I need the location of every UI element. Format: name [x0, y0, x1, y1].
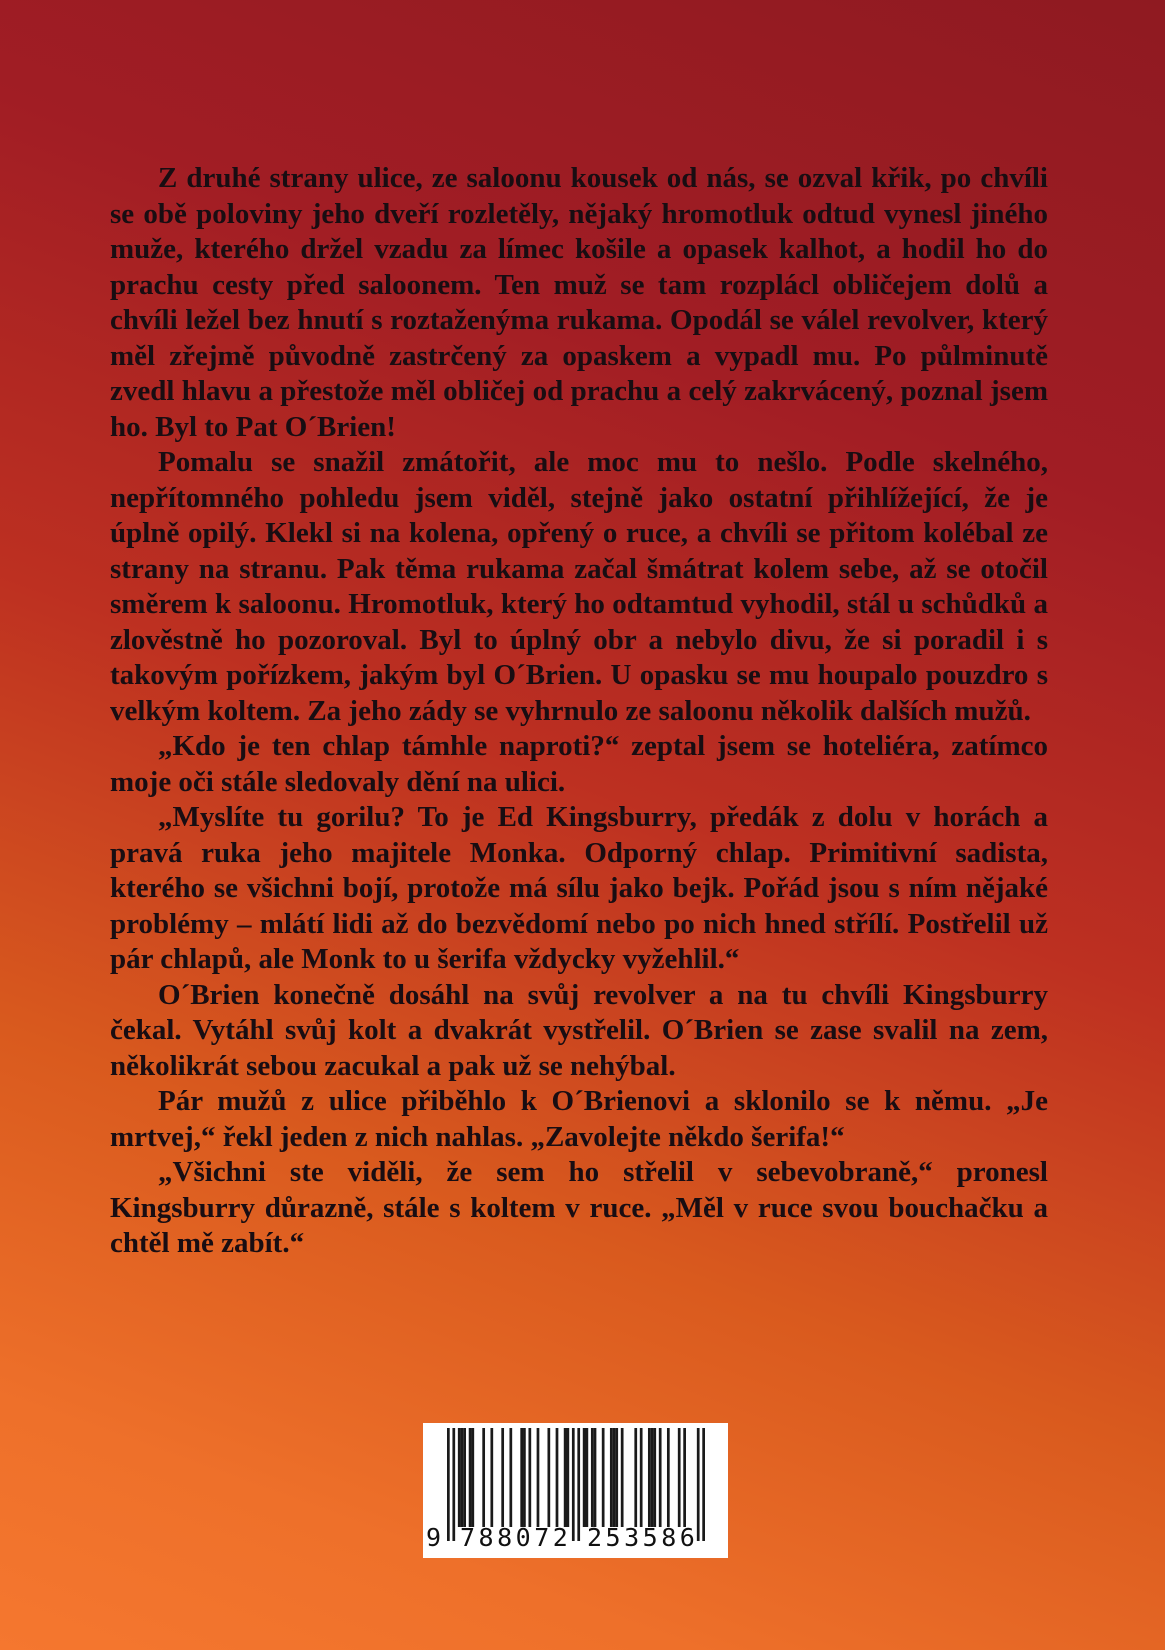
barcode — [423, 1423, 728, 1558]
body-paragraph: „Všichni ste viděli, že sem ho střelil v sebevobraně,“ pronesl Kingsburry důrazně, stále s koltem v ruce. „Měl v ruce svou bouchačku a chtěl mě zabít.“ — [110, 1156, 1048, 1259]
body-paragraph: Pomalu se snažil zmátořit, ale moc mu to nešlo. Podle skelného, nepřítomného pohledu jsem viděl, stejně jako ostatní přihlížející, že je úplně opilý. Klekl si na kolena, opřený o ruce, a chvíli se přitom kolébal ze strany na stranu. Pak těma rukama začal šmátrat kolem sebe, až se otočil směrem k saloonu. Hromotluk, který ho odtamtud vyhodil, stál u schůdků a zlověstně ho pozoroval. Byl to úplný obr a nebylo divu, že si poradil i s takovým pořízkem, jakým byl O´Brien. U opasku se mu houpalo pouzdro s velkým koltem. Za jeho zády se vyhrnulo ze saloonu několik dalších mužů. — [110, 446, 1048, 727]
body-paragraph: „Kdo je ten chlap támhle naproti?“ zeptal jsem se hoteliéra, zatímco moje oči stále sledovaly dění na ulici. — [110, 730, 1048, 798]
body-paragraph: Z druhé strany ulice, ze saloonu kousek od nás, se ozval křik, po chvíli se obě poloviny jeho dveří rozletěly, nějaký hromotluk odtud vynesl jiného muže, kterého držel vzadu za límec košile a opasek kalhot, a hodil ho do prachu cesty před saloonem. Ten muž se tam rozplácl obličejem dolů a chvíli ležel bez hnutí s roztaženýma rukama. Opodál se válel revolver, který měl zřejmě původně zastrčený za opaskem a vypadl mu. Po půlminutě zvedl hlavu a přestože měl obličej od prachu a celý zakrvácený, poznal jsem ho. Byl to Pat O´Brien! — [110, 162, 1048, 443]
barcode-digit-first: 9 — [426, 1523, 442, 1552]
body-paragraph: O´Brien konečně dosáhl na svůj revolver a na tu chvíli Kingsburry čekal. Vytáhl svůj kolt a dvakrát vystřelil. O´Brien se zase svalil na zem, několikrát sebou zacukal a pak už se nehýbal. — [110, 978, 1048, 1082]
barcode-digits-right: 253586 — [587, 1523, 699, 1552]
synopsis-text — [110, 161, 1048, 1262]
body-paragraph: „Myslíte tu gorilu? To je Ed Kingsburry, předák z dolu v horách a pravá ruka jeho majitele Monka. Odporný chlap. Primitivní sadista, kterého se všichni bojí, protože má sílu jako bejk. Pořád jsou s ním nějaké problémy – mlátí lidi až do bezvědomí nebo po nich hned střílí. Postřelil už pár chlapů, ale Monk to u šerifa vždycky vyžehlil.“ — [110, 801, 1048, 975]
barcode-digits-left: 788072 — [460, 1523, 572, 1552]
body-paragraph: Pár mužů z ulice přiběhlo k O´Brienovi a sklonilo se k němu. „Je mrtvej,“ řekl jeden z nich nahlas. „Zavolejte někdo šerifa!“ — [110, 1085, 1048, 1153]
